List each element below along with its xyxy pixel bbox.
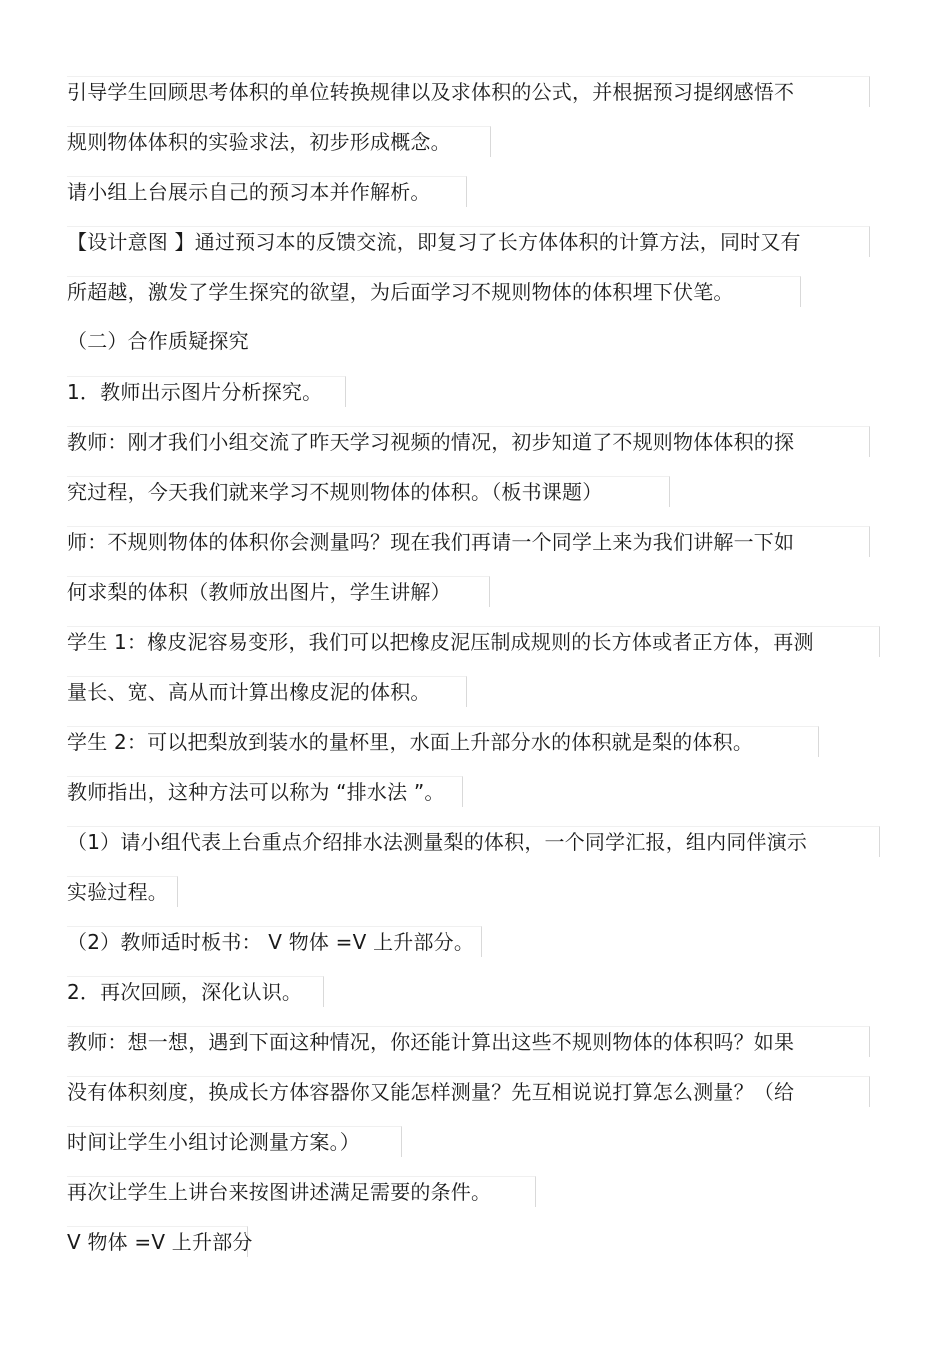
text-line-13: 量长、宽、高从而计算出橡皮泥的体积。 xyxy=(67,676,467,707)
text-line-15: 教师指出，这种方法可以称为 “排水法 ”。 xyxy=(67,776,463,807)
text-line-10: 师：不规则物体的体积你会测量吗？现在我们再请一个同学上来为我们讲解一下如 xyxy=(67,526,870,557)
text-line-18: （2）教师适时板书： V 物体 =V 上升部分。 xyxy=(67,926,482,957)
section-heading: （二）合作质疑探究 xyxy=(67,329,249,353)
text-line-8: 教师：刚才我们小组交流了昨天学习视频的情况，初步知道了不规则物体体积的探 xyxy=(67,426,870,457)
text-line-23: 再次让学生上讲台来按图讲述满足需要的条件。 xyxy=(67,1176,536,1207)
text-line-7: 1．教师出示图片分析探究。 xyxy=(67,376,346,407)
text-line-22: 时间让学生小组讨论测量方案。） xyxy=(67,1126,402,1157)
text-line-14: 学生 2：可以把梨放到装水的量杯里，水面上升部分水的体积就是梨的体积。 xyxy=(67,726,819,757)
text-line-4: 【设计意图 】通过预习本的反馈交流，即复习了长方体体积的计算方法，同时又有 xyxy=(67,226,870,257)
text-line-11: 何求梨的体积（教师放出图片，学生讲解） xyxy=(67,576,490,607)
text-line-17: 实验过程。 xyxy=(67,876,178,907)
text-line-5: 所超越，激发了学生探究的欲望，为后面学习不规则物体的体积埋下伏笔。 xyxy=(67,276,801,307)
text-line-1: 引导学生回顾思考体积的单位转换规律以及求体积的公式，并根据预习提纲感悟不 xyxy=(67,76,870,107)
text-line-16: （1）请小组代表上台重点介绍排水法测量梨的体积，一个同学汇报，组内同伴演示 xyxy=(67,826,880,857)
text-line-19: 2．再次回顾，深化认识。 xyxy=(67,976,324,1007)
text-line-24: V 物体 =V 上升部分 xyxy=(67,1226,248,1257)
text-line-21: 没有体积刻度，换成长方体容器你又能怎样测量？先互相说说打算怎么测量？（给 xyxy=(67,1076,870,1107)
text-line-9: 究过程，今天我们就来学习不规则物体的体积。（板书课题） xyxy=(67,476,670,507)
text-line-20: 教师：想一想，遇到下面这种情况，你还能计算出这些不规则物体的体积吗？如果 xyxy=(67,1026,870,1057)
text-line-3: 请小组上台展示自己的预习本并作解析。 xyxy=(67,176,467,207)
text-line-12: 学生 1：橡皮泥容易变形，我们可以把橡皮泥压制成规则的长方体或者正方体，再测 xyxy=(67,626,880,657)
text-line-2: 规则物体体积的实验求法，初步形成概念。 xyxy=(67,126,491,157)
